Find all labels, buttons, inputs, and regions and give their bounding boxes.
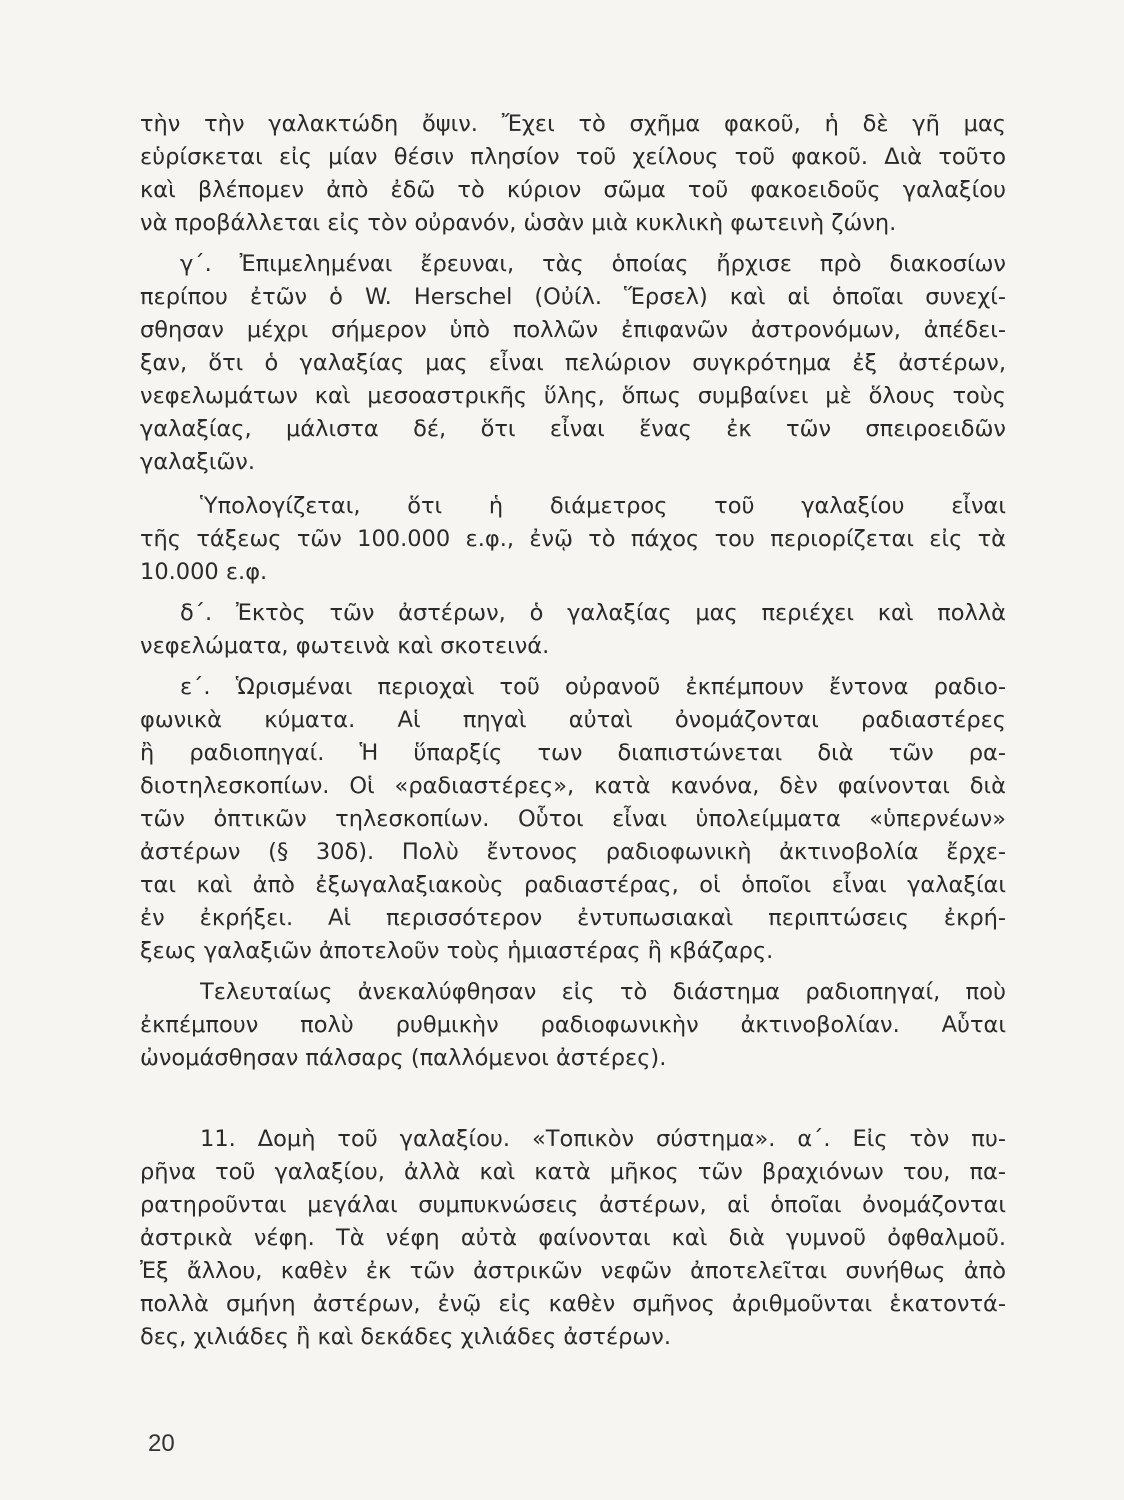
text-line: ἀστρικὰ νέφη. Τὰ νέφη αὐτὰ φαίνονται καὶ διὰ γυμνοῦ ὀφθαλμοῦ. — [140, 1225, 1006, 1251]
text-line: γαλαξίας, μάλιστα δέ, ὅτι εἶναι ἕνας ἐκ τῶν σπειροειδῶν — [140, 416, 1006, 442]
text-line: ἐν ἐκρήξει. Αἱ περισσότερον ἐντυπωσιακαὶ περιπτώσεις ἐκρή- — [140, 905, 1006, 931]
text-line: φωνικὰ κύματα. Αἱ πηγαὶ αὐταὶ ὀνομάζονται ραδιαστέρες — [140, 707, 1006, 733]
text-line: καὶ βλέπομεν ἀπὸ ἐδῶ τὸ κύριον σῶμα τοῦ φακοειδοῦς γαλαξίου — [140, 177, 1006, 203]
section-11-heading-line: 11. Δομὴ τοῦ γαλαξίου. «Τοπικὸν σύστημα». α΄. Εἰς τὸν πυ- — [200, 1126, 1006, 1152]
text-line: εὑρίσκεται εἰς μίαν θέσιν πλησίον τοῦ χείλους τοῦ φακοῦ. Διὰ τοῦτο — [140, 144, 1006, 170]
text-line: περίπου ἐτῶν ὁ W. Herschel (Οὐίλ. Ἕρσελ) καὶ αἱ ὁποῖαι συνεχί- — [140, 284, 1006, 310]
text-line: ξεως γαλαξιῶν ἀποτελοῦν τοὺς ἡμιαστέρας ἢ κβάζαρς. — [140, 938, 774, 964]
paragraph-gamma-start: γ΄. Ἐπιμελημέναι ἔρευναι, τὰς ὁποίας ἤρχισε πρὸ διακοσίων — [180, 251, 1006, 277]
text-line: ἐκπέμπουν πολὺ ρυθμικὴν ραδιοφωνικὴν ἀκτινοβολίαν. Αὗται — [140, 1012, 1006, 1038]
text-line: νεφελώματα, φωτεινὰ καὶ σκοτεινά. — [140, 633, 550, 659]
text-line: νεφελωμάτων καὶ μεσοαστρικῆς ὕλης, ὅπως συμβαίνει μὲ ὅλους τοὺς — [140, 383, 1006, 409]
text-line: 10.000 ε.φ. — [140, 559, 268, 585]
paragraph-diameter-start: Ὑπολογίζεται, ὅτι ἡ διάμετρος τοῦ γαλαξίου εἶναι — [200, 493, 1006, 519]
text-line: νὰ προβάλλεται εἰς τὸν οὐρανόν, ὡσὰν μιὰ κυκλικὴ φωτεινὴ ζώνη. — [140, 210, 897, 236]
paragraph-epsilon-start: ε΄. Ὡρισμέναι περιοχαὶ τοῦ οὐρανοῦ ἐκπέμπουν ἔντονα ραδιο- — [180, 674, 1006, 700]
page-number: 20 — [148, 1430, 175, 1457]
text-line: δες, χιλιάδες ἢ καὶ δεκάδες χιλιάδες ἀστέρων. — [140, 1324, 671, 1350]
text-line: γαλαξιῶν. — [140, 449, 256, 475]
paragraph-pulsars-start: Τελευταίως ἀνεκαλύφθησαν εἰς τὸ διάστημα ραδιοπηγαί, ποὺ — [200, 979, 1006, 1005]
text-line: Ἐξ ἄλλου, καθὲν ἐκ τῶν ἀστρικῶν νεφῶν ἀποτελεῖται συνήθως ἀπὸ — [140, 1258, 1006, 1284]
text-line: τὴν τὴν γαλακτώδη ὄψιν. Ἔχει τὸ σχῆμα φακοῦ, ἡ δὲ γῆ μας — [140, 111, 1006, 137]
text-line: τῆς τάξεως τῶν 100.000 ε.φ., ἐνῷ τὸ πάχος του περιορίζεται εἰς τὰ — [140, 526, 1006, 552]
text-line: πολλὰ σμήνη ἀστέρων, ἐνῷ εἰς καθὲν σμῆνος ἀριθμοῦνται ἑκατοντά- — [140, 1291, 1006, 1317]
text-line: διοτηλεσκοπίων. Οἱ «ραδιαστέρες», κατὰ κανόνα, δὲν φαίνονται διὰ — [140, 773, 1006, 799]
text-line: ρατηροῦνται μεγάλαι συμπυκνώσεις ἀστέρων, αἱ ὁποῖαι ὀνομάζονται — [140, 1192, 1006, 1218]
text-line: τῶν ὀπτικῶν τηλεσκοπίων. Οὗτοι εἶναι ὑπολείμματα «ὑπερνέων» — [140, 806, 1006, 832]
text-line: ὠνομάσθησαν πάλσαρς (παλλόμενοι ἀστέρες). — [140, 1045, 667, 1071]
paragraph-delta-start: δ΄. Ἐκτὸς τῶν ἀστέρων, ὁ γαλαξίας μας περιέχει καὶ πολλὰ — [180, 600, 1006, 626]
text-line: σθησαν μέχρι σήμερον ὑπὸ πολλῶν ἐπιφανῶν ἀστρονόμων, ἀπέδει- — [140, 317, 1006, 343]
text-line: ἢ ραδιοπηγαί. Ἡ ὕπαρξίς των διαπιστώνεται διὰ τῶν ρα- — [140, 740, 1006, 766]
text-line: ται καὶ ἀπὸ ἐξωγαλαξιακοὺς ραδιαστέρας, οἱ ὁποῖοι εἶναι γαλαξίαι — [140, 872, 1006, 898]
text-line: ρῆνα τοῦ γαλαξίου, ἀλλὰ καὶ κατὰ μῆκος τῶν βραχιόνων του, πα- — [140, 1159, 1006, 1185]
text-line: ξαν, ὅτι ὁ γαλαξίας μας εἶναι πελώριον συγκρότημα ἐξ ἀστέρων, — [140, 350, 1006, 376]
text-line: ἀστέρων (§ 30δ). Πολὺ ἔντονος ραδιοφωνικὴ ἀκτινοβολία ἔρχε- — [140, 839, 1006, 865]
